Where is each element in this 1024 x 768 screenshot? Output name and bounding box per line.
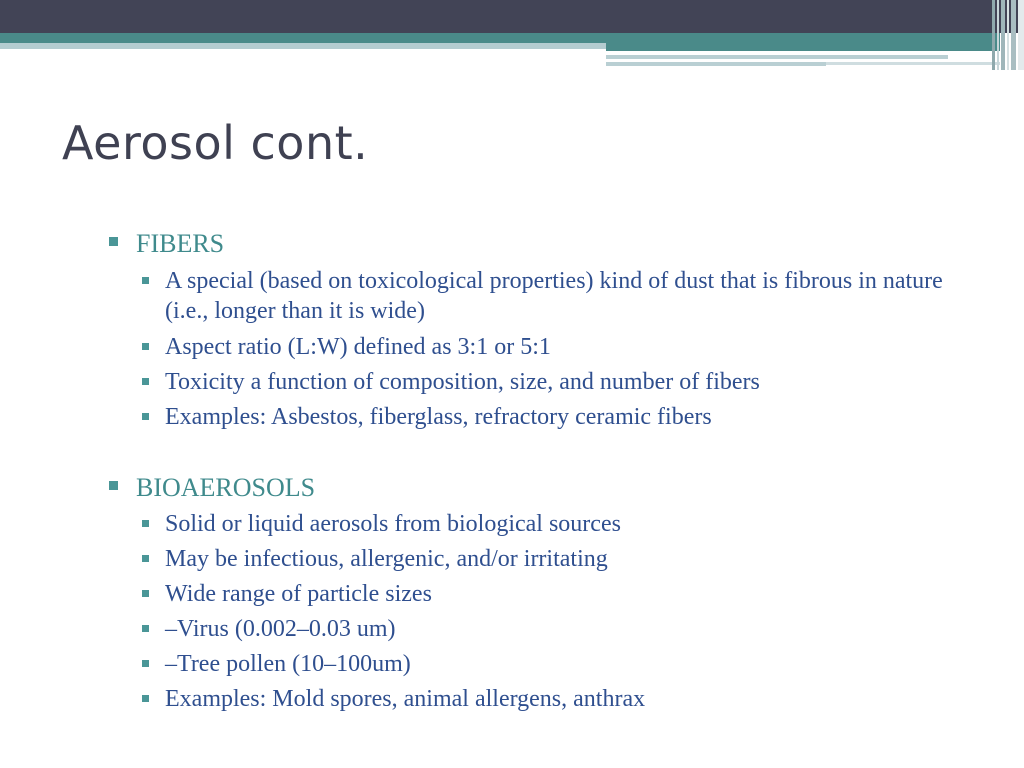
square-bullet-icon xyxy=(142,520,149,527)
list-item xyxy=(165,579,975,609)
square-bullet-icon xyxy=(142,413,149,420)
list-item xyxy=(165,614,975,644)
list-item xyxy=(165,402,975,432)
square-bullet-icon xyxy=(142,555,149,562)
list-item xyxy=(165,649,975,679)
list-item-text: A special (based on toxicological properties) kind of dust that is fibrous in nature (i.e., longer than it is wide) xyxy=(165,268,943,324)
list-item-text: Examples: Mold spores, animal allergens, anthrax xyxy=(165,686,646,712)
square-bullet-icon xyxy=(142,277,149,284)
square-bullet-icon xyxy=(109,237,118,246)
list-item xyxy=(165,684,975,714)
list-item xyxy=(165,332,975,362)
list-item-text: –Virus (0.002–0.03 um) xyxy=(165,616,396,642)
square-bullet-icon xyxy=(142,625,149,632)
square-bullet-icon xyxy=(142,590,149,597)
square-bullet-icon xyxy=(142,695,149,702)
list-item xyxy=(165,544,975,574)
list-item-text: May be infectious, allergenic, and/or irritating xyxy=(165,546,608,572)
list-item xyxy=(165,367,975,397)
list-item-text: Examples: Asbestos, fiberglass, refractory ceramic fibers xyxy=(165,404,712,430)
list-item-text: Wide range of particle sizes xyxy=(165,581,432,607)
square-bullet-icon xyxy=(109,481,118,490)
square-bullet-icon xyxy=(142,660,149,667)
list-item-text: Toxicity a function of composition, size, and number of fibers xyxy=(165,369,760,395)
list-item-text: –Tree pollen (10–100um) xyxy=(165,651,411,677)
list-item-text: Solid or liquid aerosols from biological sources xyxy=(165,511,621,537)
list-item-text: Aspect ratio (L:W) defined as 3:1 or 5:1 xyxy=(165,334,551,360)
square-bullet-icon xyxy=(142,378,149,385)
section-heading-text: BIOAEROSOLS xyxy=(136,473,316,502)
section-heading-text: FIBERS xyxy=(136,229,225,258)
section-heading-bioaerosols xyxy=(136,473,315,503)
section-heading-fibers xyxy=(136,229,224,259)
square-bullet-icon xyxy=(142,343,149,350)
list-item xyxy=(165,509,975,539)
slide-title: Aerosol cont. xyxy=(62,116,369,170)
list-item xyxy=(165,266,975,326)
